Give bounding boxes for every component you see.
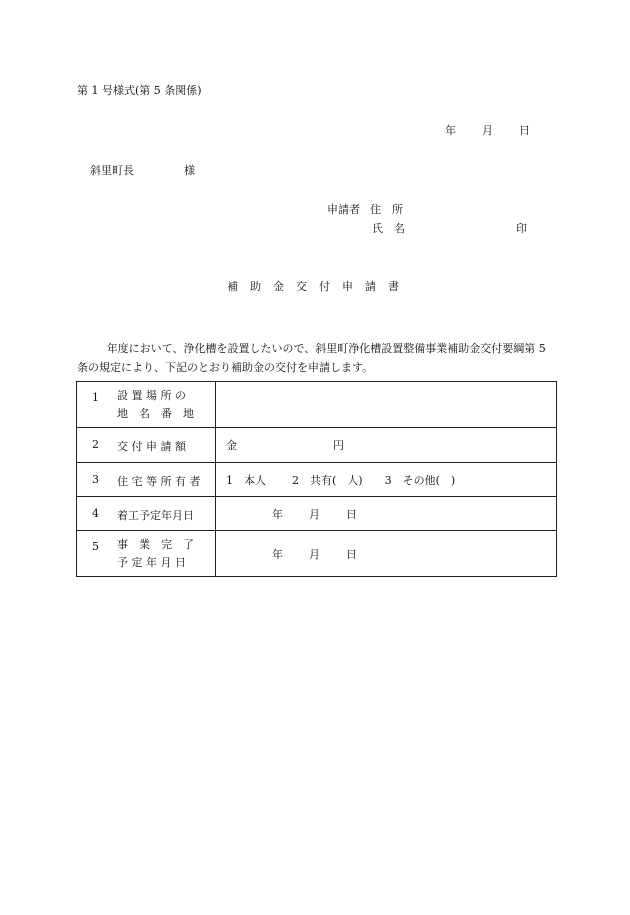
location-label [117,387,194,423]
row-number: 2 [92,438,99,451]
owner-option-other[interactable]: 3 その他( ) [384,473,456,487]
label-cell [77,463,216,497]
date-month: 月 [482,124,493,137]
completion-year: 年 [272,547,283,561]
seal-mark: 印 [516,222,527,235]
table-row-completion-date [77,531,557,577]
applicant-address-row [327,203,403,217]
table-row-location [77,382,557,428]
mayor-title: 斜里町長 [90,164,134,177]
application-table [76,381,557,577]
addressee [90,164,195,178]
location-value[interactable] [216,382,557,428]
honorific: 様 [184,164,195,177]
owner-options [216,463,557,497]
applicant-role: 申請者 [327,203,360,216]
location-label-line2: 地 名 番 地 [117,407,194,420]
completion-label-line1: 事 業 完 了 [117,538,194,551]
row-number: 3 [92,473,99,486]
table-row-owner [77,463,557,497]
start-date-value[interactable] [216,497,557,531]
location-label-line1: 設 置 場 所 の [117,389,186,402]
start-month: 月 [309,507,320,521]
label-cell [77,531,216,577]
amount-suffix: 円 [333,439,344,452]
table-row-start-date [77,497,557,531]
start-day: 日 [346,507,357,521]
completion-date-value[interactable] [216,531,557,577]
amount-value[interactable] [216,428,557,463]
label-cell [77,382,216,428]
label-cell [77,428,216,463]
owner-option-self[interactable]: 1 本人 [226,473,266,487]
address-label: 住 所 [370,203,403,216]
owner-option-shared[interactable]: 2 共有( 人) [292,473,363,487]
owner-label: 住 宅 等 所 有 者 [117,475,201,488]
label-cell [77,497,216,531]
date-day: 日 [519,124,530,137]
completion-label [117,536,194,572]
form-number: 第 1 号様式(第 5 条関係) [77,84,202,97]
table-row-amount [77,428,557,463]
completion-day: 日 [346,547,357,561]
date-year: 年 [445,124,456,137]
applicant-name-label: 氏 名 [372,222,405,235]
amount-label: 交 付 申 請 額 [117,440,186,453]
row-number: 1 [92,391,99,404]
start-date-label: 着工予定年月日 [117,509,194,522]
completion-label-line2: 予 定 年 月 日 [117,556,186,569]
date-line [445,124,530,138]
document-title: 補 助 金 交 付 申 請 書 [227,280,400,293]
application-body: 年度において、浄化槽を設置したいので、斜里町浄化槽設置整備事業補助金交付要綱第 5 条の規定により、下記のとおり補助金の交付を申請します。 [77,342,546,374]
completion-month: 月 [309,547,320,561]
amount-prefix: 金 [226,439,237,452]
row-number: 4 [92,507,99,520]
start-year: 年 [272,507,283,521]
row-number: 5 [92,540,99,553]
